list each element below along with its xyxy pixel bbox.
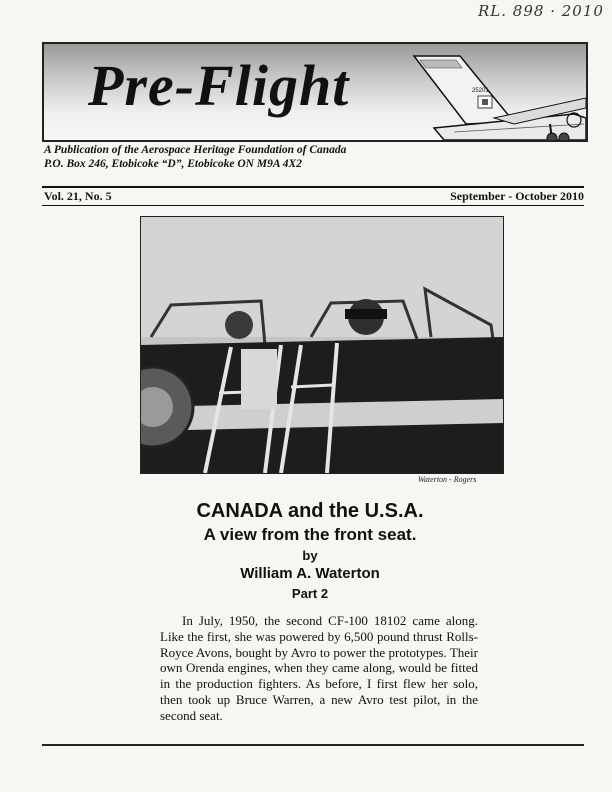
- header-rule: [42, 186, 584, 188]
- footer-rule: [42, 744, 584, 746]
- publication-line: A Publication of the Aerospace Heritage Foundation of Canada: [44, 144, 347, 156]
- photo-credit: Waterton - Rogers: [418, 475, 477, 484]
- jet-tail-illustration: [374, 44, 586, 140]
- issue-date: September - October 2010: [450, 189, 584, 203]
- article-part: Part 2: [291, 586, 329, 601]
- volume-number: Vol. 21, No. 5: [44, 189, 112, 203]
- byline-by: by: [302, 548, 318, 563]
- address-line: P.O. Box 246, Etobicoke “D”, Etobicoke ON M9A 4X2: [44, 158, 302, 170]
- article-paragraph: In July, 1950, the second CF-100 18102 came along. Like the first, she was powered by 6,500 pound thrust Rolls-Royce Avons, bought by Avro to power the prototypes. Their own Orenda engines, when they came along, would be fitted in the production fighters. As before, I first flew her solo, then took up Bruce Warren, a new Avro test pilot, in the second seat.: [160, 613, 478, 723]
- handwritten-annotation: RL. 898 · 2010: [478, 2, 604, 20]
- tail-code: 25201: [472, 88, 489, 94]
- cockpit-photo: [140, 216, 504, 474]
- newsletter-title: Pre-Flight: [88, 53, 350, 118]
- masthead-banner: [42, 42, 588, 142]
- sub-header-rule: [42, 205, 584, 206]
- article-subtitle: A view from the front seat.: [203, 525, 417, 544]
- article-title: CANADA and the U.S.A.: [196, 500, 424, 522]
- author-name: William A. Waterton: [240, 565, 380, 582]
